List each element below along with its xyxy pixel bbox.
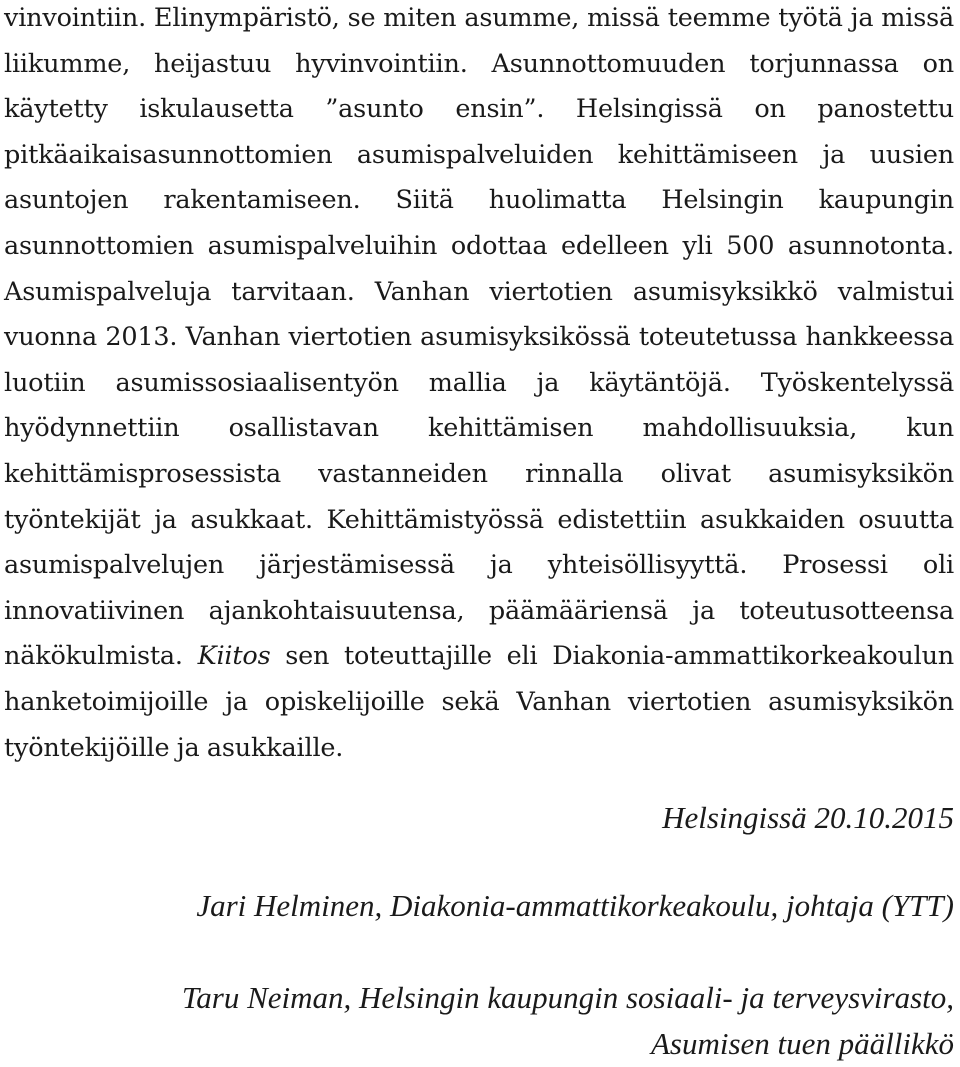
body-text-part-2: sen toteuttajille eli Diakonia-ammattikorkeakoulun hanketoimijoille ja opiskelijoille sekä Vanhan viertotien asumisyksikön työntekijöille ja asukkaille. xyxy=(4,641,955,763)
signer-2 xyxy=(182,975,954,1067)
signer-2-line-1: Taru Neiman, Helsingin kaupungin sosiaali- ja terveysvirasto, xyxy=(181,980,954,1015)
signer-2-line-2: Asumisen tuen päällikkö xyxy=(650,1026,954,1061)
signer-1: Jari Helminen, Diakonia-ammattikorkeakoulu, johtaja (YTT) xyxy=(196,888,954,923)
body-text-emphasis: Kiitos xyxy=(197,641,271,672)
body-text-part-1: vinvointiin. Elinympäristö, se miten asumme, missä teemme työtä ja missä liikumme, heijastuu hyvinvointiin. Asunnottomuuden torjunnassa on käytetty iskulausetta ”asunto ensin”. Helsingissä on panostettu pitkäaikaisasunnottomien asumispalveluiden kehittämiseen ja uusien asuntojen rakentamiseen. Siitä huolimatta Helsingin kaupungin asunnottomien asumispalveluihin odottaa edelleen yli 500 asunnotonta. Asumispalveluja tarvitaan. Vanhan viertotien asumisyksikkö valmistui vuonna 2013. Vanhan viertotien asumisyksikössä toteutetussa hankkeessa luotiin asumissosiaalisentyön mallia ja käytäntöjä. Työskentelyssä hyödynnettiin osallistavan kehittämisen mahdollisuuksia, kun kehittämisprosessista vastanneiden rinnalla olivat asumisyksikön työntekijät ja asukkaat. Kehittämistyössä edistettiin asukkaiden osuutta asumispalvelujen järjestämisessä ja yhteisöllisyyttä. Prosessi oli innovatiivinen ajankohtaisuutensa, päämääriensä ja toteutusotteensa näkökulmista. xyxy=(4,3,954,672)
place-date: Helsingissä 20.10.2015 xyxy=(662,800,954,835)
body-paragraph xyxy=(4,0,954,771)
